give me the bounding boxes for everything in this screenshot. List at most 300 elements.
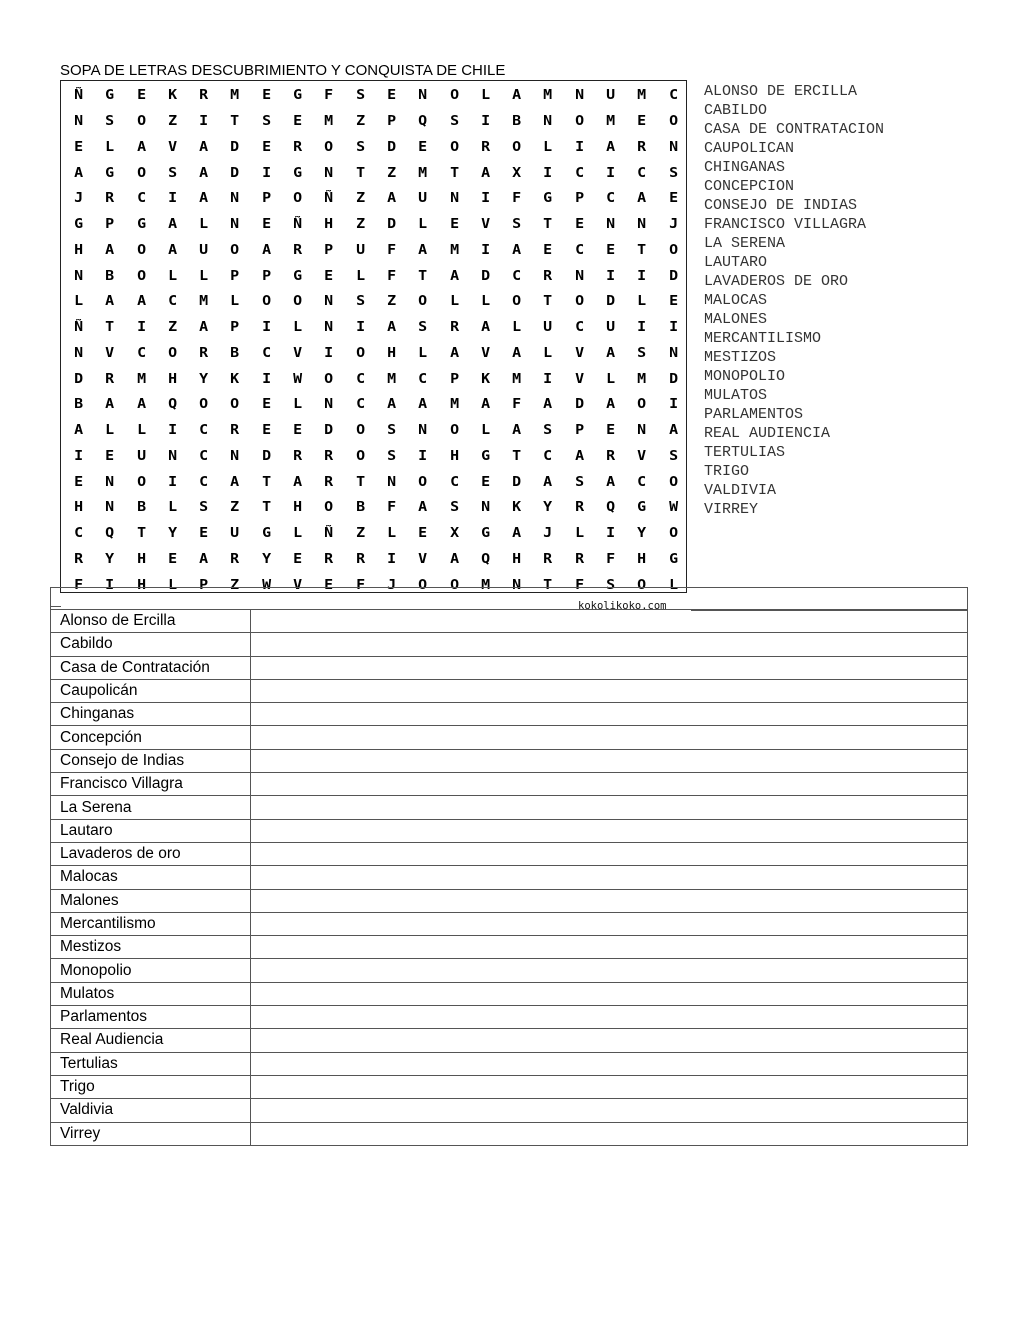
grid-letter: E <box>261 139 271 155</box>
grid-letter: R <box>199 88 209 104</box>
grid-letter: O <box>355 345 365 361</box>
definition-cell[interactable] <box>251 1052 968 1075</box>
grid-letter: N <box>324 397 334 413</box>
grid-letter: W <box>668 500 678 516</box>
grid-letter: E <box>637 114 647 130</box>
grid-letter: H <box>637 551 647 567</box>
table-row <box>51 982 968 1005</box>
grid-letter: H <box>168 371 178 387</box>
grid-letter: S <box>543 423 553 439</box>
grid-letter: T <box>512 448 522 464</box>
grid-letter: A <box>606 474 616 490</box>
grid-letter: U <box>418 191 428 207</box>
grid-letter: V <box>418 551 428 567</box>
grid-letter: A <box>136 397 146 413</box>
grid-letter: S <box>105 114 115 130</box>
table-row <box>51 1029 968 1052</box>
grid-letter: A <box>136 139 146 155</box>
grid-letter: U <box>136 448 146 464</box>
grid-letter: A <box>543 474 553 490</box>
table-row <box>51 610 968 633</box>
definition-cell[interactable] <box>251 842 968 865</box>
grid-letter: R <box>105 371 115 387</box>
word-list-item: MULATOS <box>704 387 768 404</box>
table-row <box>51 936 968 959</box>
grid-letter: E <box>74 474 84 490</box>
word-list-item: LA SERENA <box>704 235 786 252</box>
grid-letter: A <box>606 345 616 361</box>
grid-letter: L <box>293 397 303 413</box>
grid-letter: L <box>418 217 428 233</box>
grid-letter: A <box>74 165 84 181</box>
grid-letter: R <box>105 191 115 207</box>
grid-letter: C <box>606 191 616 207</box>
grid-letter: Y <box>261 551 271 567</box>
grid-letter: A <box>105 397 115 413</box>
grid-letter: G <box>105 88 115 104</box>
grid-letter: F <box>324 88 334 104</box>
grid-letter: C <box>261 345 271 361</box>
grid-letter: I <box>168 423 178 439</box>
grid-letter: L <box>574 526 584 542</box>
grid-letter: I <box>168 191 178 207</box>
grid-letter: R <box>543 268 553 284</box>
grid-letter: O <box>136 165 146 181</box>
grid-letter: N <box>668 345 678 361</box>
grid-letter: T <box>261 474 271 490</box>
grid-letter: L <box>168 577 178 593</box>
grid-letter: E <box>261 397 271 413</box>
word-list-item: PARLAMENTOS <box>704 406 804 423</box>
word-list-item: TRIGO <box>704 463 750 480</box>
grid-letter: S <box>355 88 365 104</box>
grid-letter: M <box>637 371 647 387</box>
table-row <box>51 679 968 702</box>
grid-letter: I <box>637 320 647 336</box>
word-list-item: LAVADEROS DE ORO <box>704 273 849 290</box>
grid-letter: B <box>230 345 240 361</box>
definition-cell[interactable] <box>251 982 968 1005</box>
definition-cell[interactable] <box>251 726 968 749</box>
grid-letter: Z <box>230 577 240 593</box>
grid-letter: L <box>199 217 209 233</box>
grid-letter: N <box>637 217 647 233</box>
grid-letter: O <box>136 114 146 130</box>
table-row <box>51 889 968 912</box>
grid-letter: G <box>105 165 115 181</box>
grid-letter: L <box>168 268 178 284</box>
grid-letter: K <box>230 371 240 387</box>
definition-cell[interactable] <box>251 656 968 679</box>
grid-letter: P <box>261 268 271 284</box>
grid-letter: A <box>199 191 209 207</box>
grid-letter: U <box>606 320 616 336</box>
grid-letter: N <box>668 139 678 155</box>
grid-letter: T <box>543 577 553 593</box>
word-list-item: VALDIVIA <box>704 482 777 499</box>
grid-letter: D <box>261 448 271 464</box>
grid-letter: A <box>481 165 491 181</box>
grid-letter: Q <box>481 551 491 567</box>
grid-letter: I <box>668 320 678 336</box>
grid-letter: L <box>418 345 428 361</box>
term-cell: Virrey <box>51 1122 251 1145</box>
grid-letter: C <box>574 320 584 336</box>
grid-letter: R <box>324 551 334 567</box>
grid-letter: E <box>668 191 678 207</box>
definition-cell[interactable] <box>251 796 968 819</box>
grid-letter: C <box>637 474 647 490</box>
grid-letter: L <box>105 423 115 439</box>
table-row <box>51 726 968 749</box>
grid-letter: A <box>230 474 240 490</box>
grid-letter: L <box>168 500 178 516</box>
grid-letter: N <box>230 217 240 233</box>
grid-letter: N <box>74 345 84 361</box>
grid-letter: U <box>606 88 616 104</box>
definition-cell[interactable] <box>251 773 968 796</box>
grid-letter: S <box>261 114 271 130</box>
term-cell: Valdivia <box>51 1099 251 1122</box>
grid-letter: H <box>512 551 522 567</box>
grid-letter: A <box>387 191 397 207</box>
definition-cell[interactable] <box>251 1029 968 1052</box>
word-list-item: REAL AUDIENCIA <box>704 425 831 442</box>
grid-letter: B <box>512 114 522 130</box>
table-row <box>51 1122 968 1145</box>
grid-letter: P <box>574 423 584 439</box>
grid-letter: R <box>230 551 240 567</box>
grid-letter: H <box>324 217 334 233</box>
grid-letter: M <box>230 88 240 104</box>
grid-letter: T <box>136 526 146 542</box>
grid-letter: M <box>449 242 459 258</box>
term-cell: Monopolio <box>51 959 251 982</box>
grid-letter: V <box>168 139 178 155</box>
grid-letter: E <box>261 423 271 439</box>
grid-letter: C <box>574 165 584 181</box>
grid-letter: I <box>606 526 616 542</box>
grid-letter: E <box>324 268 334 284</box>
grid-letter: G <box>261 526 271 542</box>
grid-letter: L <box>637 294 647 310</box>
grid-letter: N <box>387 474 397 490</box>
grid-letter: H <box>293 500 303 516</box>
grid-letter: D <box>668 371 678 387</box>
grid-letter: A <box>606 397 616 413</box>
definition-cell[interactable] <box>251 633 968 656</box>
grid-letter: X <box>512 165 522 181</box>
grid-letter: E <box>387 88 397 104</box>
grid-letter: H <box>74 500 84 516</box>
word-list-item: CHINGANAS <box>704 159 786 176</box>
grid-letter: A <box>512 345 522 361</box>
grid-letter: Ñ <box>74 320 84 336</box>
grid-letter: L <box>543 139 553 155</box>
watermark: kokolikoko.com <box>578 600 667 612</box>
grid-letter: T <box>261 500 271 516</box>
grid-letter: J <box>387 577 397 593</box>
term-cell: Lautaro <box>51 819 251 842</box>
term-cell: Trigo <box>51 1075 251 1098</box>
grid-letter: N <box>324 294 334 310</box>
grid-letter: Z <box>168 320 178 336</box>
grid-letter: O <box>199 397 209 413</box>
grid-letter: M <box>543 88 553 104</box>
grid-letter: A <box>387 397 397 413</box>
grid-letter: U <box>543 320 553 336</box>
grid-letter: M <box>387 371 397 387</box>
definition-cell[interactable] <box>251 1075 968 1098</box>
grid-letter: I <box>355 320 365 336</box>
grid-letter: S <box>168 165 178 181</box>
grid-letter: Z <box>230 500 240 516</box>
grid-letter: D <box>606 294 616 310</box>
grid-letter: C <box>449 474 459 490</box>
grid-letter: O <box>324 500 334 516</box>
grid-letter: O <box>136 474 146 490</box>
grid-letter: R <box>574 551 584 567</box>
definition-cell[interactable] <box>251 1122 968 1145</box>
grid-letter: S <box>668 165 678 181</box>
grid-letter: I <box>606 268 616 284</box>
grid-letter: R <box>355 551 365 567</box>
table-row <box>51 656 968 679</box>
definition-cell[interactable] <box>251 889 968 912</box>
grid-letter: Ñ <box>74 88 84 104</box>
grid-letter: I <box>543 371 553 387</box>
grid-letter: M <box>136 371 146 387</box>
grid-letter: L <box>355 268 365 284</box>
definition-cell[interactable] <box>251 749 968 772</box>
term-cell: Cabildo <box>51 633 251 656</box>
grid-letter: A <box>481 320 491 336</box>
grid-letter: P <box>574 191 584 207</box>
grid-letter: C <box>512 268 522 284</box>
grid-letter: A <box>543 397 553 413</box>
grid-letter: P <box>230 320 240 336</box>
word-list-item: CABILDO <box>704 102 768 119</box>
grid-letter: J <box>74 191 84 207</box>
grid-letter: L <box>230 294 240 310</box>
grid-letter: E <box>293 114 303 130</box>
grid-letter: I <box>481 191 491 207</box>
grid-letter: N <box>481 500 491 516</box>
grid-letter: O <box>293 191 303 207</box>
grid-letter: S <box>512 217 522 233</box>
grid-letter: F <box>74 577 84 593</box>
grid-letter: H <box>136 551 146 567</box>
table-row <box>51 1052 968 1075</box>
grid-letter: Z <box>387 294 397 310</box>
grid-letter: L <box>481 423 491 439</box>
word-list-item: CONSEJO DE INDIAS <box>704 197 858 214</box>
grid-letter: C <box>355 371 365 387</box>
grid-letter: M <box>199 294 209 310</box>
grid-letter: I <box>261 320 271 336</box>
grid-letter: F <box>512 397 522 413</box>
grid-letter: D <box>324 423 334 439</box>
grid-letter: N <box>637 423 647 439</box>
grid-letter: A <box>574 448 584 464</box>
grid-letter: Z <box>387 165 397 181</box>
grid-letter: E <box>293 423 303 439</box>
grid-letter: T <box>418 268 428 284</box>
grid-letter: A <box>74 423 84 439</box>
grid-letter: Z <box>168 114 178 130</box>
definition-cell[interactable] <box>251 679 968 702</box>
grid-letter: T <box>637 242 647 258</box>
grid-letter: O <box>668 242 678 258</box>
grid-letter: E <box>261 88 271 104</box>
grid-letter: K <box>512 500 522 516</box>
definitions-table <box>50 587 968 1146</box>
grid-letter: Z <box>355 114 365 130</box>
grid-letter: O <box>136 242 146 258</box>
grid-letter: G <box>293 268 303 284</box>
grid-letter: R <box>293 242 303 258</box>
word-list-item: CONCEPCION <box>704 178 795 195</box>
grid-letter: R <box>293 448 303 464</box>
grid-letter: I <box>606 165 616 181</box>
grid-letter: R <box>324 448 334 464</box>
table-row <box>51 1099 968 1122</box>
grid-letter: N <box>105 474 115 490</box>
grid-letter: N <box>230 191 240 207</box>
grid-letter: A <box>637 191 647 207</box>
grid-letter: M <box>324 114 334 130</box>
grid-letter: A <box>418 500 428 516</box>
grid-letter: Y <box>168 526 178 542</box>
grid-letter: N <box>606 217 616 233</box>
grid-letter: E <box>606 423 616 439</box>
definition-cell[interactable] <box>251 959 968 982</box>
word-search-puzzle <box>60 80 687 593</box>
definition-cell[interactable] <box>251 1099 968 1122</box>
grid-letter: S <box>574 474 584 490</box>
grid-letter: W <box>261 577 271 593</box>
grid-letter: O <box>355 423 365 439</box>
word-list-item: FRANCISCO VILLAGRA <box>704 216 867 233</box>
definition-cell[interactable] <box>251 1006 968 1029</box>
grid-letter: O <box>449 577 459 593</box>
grid-letter: S <box>449 500 459 516</box>
grid-letter: A <box>105 242 115 258</box>
definition-cell[interactable] <box>251 936 968 959</box>
grid-letter: E <box>324 577 334 593</box>
grid-letter: C <box>543 448 553 464</box>
grid-letter: S <box>449 114 459 130</box>
grid-letter: R <box>324 474 334 490</box>
definition-cell[interactable] <box>251 819 968 842</box>
grid-letter: R <box>449 320 459 336</box>
grid-letter: V <box>574 371 584 387</box>
table-row <box>51 1006 968 1029</box>
grid-letter: G <box>481 526 491 542</box>
grid-letter: A <box>449 551 459 567</box>
grid-letter: A <box>668 423 678 439</box>
definition-cell[interactable] <box>251 866 968 889</box>
grid-letter: E <box>105 448 115 464</box>
grid-letter: P <box>105 217 115 233</box>
grid-letter: O <box>449 423 459 439</box>
grid-letter: L <box>199 268 209 284</box>
grid-letter: C <box>199 423 209 439</box>
grid-letter: N <box>449 191 459 207</box>
table-row <box>51 866 968 889</box>
word-list-item: MALOCAS <box>704 292 768 309</box>
grid-letter: R <box>637 139 647 155</box>
grid-letter: D <box>230 139 240 155</box>
grid-letter: Z <box>355 191 365 207</box>
grid-letter: I <box>324 345 334 361</box>
grid-letter: D <box>481 268 491 284</box>
grid-letter: L <box>105 139 115 155</box>
grid-letter: Z <box>355 217 365 233</box>
table-row <box>51 819 968 842</box>
grid-letter: L <box>293 526 303 542</box>
grid-letter: E <box>668 294 678 310</box>
grid-letter: L <box>606 371 616 387</box>
grid-letter: I <box>574 139 584 155</box>
grid-letter: D <box>574 397 584 413</box>
grid-letter: I <box>418 448 428 464</box>
grid-letter: O <box>574 294 584 310</box>
grid-letter: F <box>387 500 397 516</box>
grid-letter: K <box>481 371 491 387</box>
grid-letter: U <box>230 526 240 542</box>
grid-letter: M <box>512 371 522 387</box>
grid-letter: K <box>168 88 178 104</box>
grid-letter: J <box>668 217 678 233</box>
grid-letter: A <box>512 526 522 542</box>
table-row <box>51 1075 968 1098</box>
grid-letter: A <box>481 397 491 413</box>
word-list-item: MERCANTILISMO <box>704 330 822 347</box>
grid-letter: A <box>512 423 522 439</box>
grid-letter: T <box>449 165 459 181</box>
grid-letter: C <box>136 191 146 207</box>
term-cell: Caupolicán <box>51 679 251 702</box>
grid-letter: O <box>324 371 334 387</box>
grid-letter: G <box>668 551 678 567</box>
grid-letter: Y <box>199 371 209 387</box>
grid-letter: Ñ <box>293 217 303 233</box>
grid-letter: C <box>668 88 678 104</box>
word-list-item: TERTULIAS <box>704 444 786 461</box>
table-row <box>51 633 968 656</box>
term-cell: Concepción <box>51 726 251 749</box>
grid-letter: O <box>324 139 334 155</box>
grid-letter: T <box>355 474 365 490</box>
definition-cell[interactable] <box>251 703 968 726</box>
definition-cell[interactable] <box>251 610 968 633</box>
grid-letter: L <box>543 345 553 361</box>
grid-letter: S <box>355 139 365 155</box>
definition-cell[interactable] <box>251 912 968 935</box>
grid-letter: U <box>199 242 209 258</box>
grid-letter: S <box>355 294 365 310</box>
grid-letter: O <box>230 242 240 258</box>
grid-letter: I <box>136 320 146 336</box>
grid-letter: N <box>574 88 584 104</box>
grid-letter: O <box>418 474 428 490</box>
grid-letter: A <box>199 165 209 181</box>
grid-letter: O <box>293 294 303 310</box>
grid-letter: E <box>199 526 209 542</box>
grid-letter: N <box>74 268 84 284</box>
grid-letter: E <box>449 217 459 233</box>
